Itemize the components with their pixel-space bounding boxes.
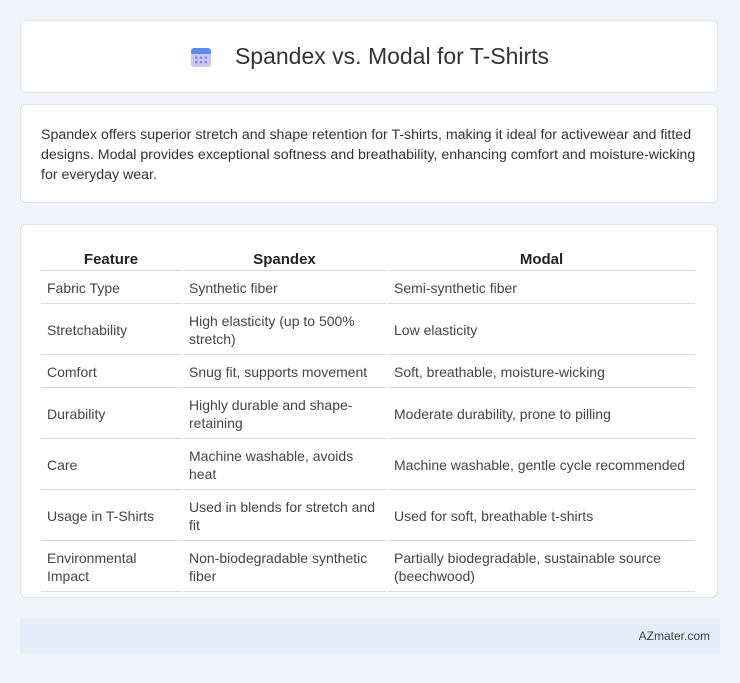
summary-card	[20, 104, 718, 203]
title-card	[20, 20, 718, 93]
feature-cell: Fabric Type	[41, 273, 181, 304]
comparison-card	[20, 224, 718, 598]
header-modal: Modal	[388, 247, 695, 271]
header-spandex: Spandex	[183, 247, 386, 271]
feature-cell: Stretchability	[41, 306, 181, 355]
footer-site-link[interactable]: AZmater.com	[638, 629, 710, 643]
table-row	[41, 306, 695, 355]
modal-cell: Low elasticity	[388, 306, 695, 355]
spandex-cell: Non-biodegradable synthetic fiber	[183, 543, 386, 592]
spandex-cell: Highly durable and shape-retaining	[183, 390, 386, 439]
modal-cell: Soft, breathable, moisture-wicking	[388, 357, 695, 388]
title-wrap	[189, 43, 549, 70]
table-row	[41, 441, 695, 490]
spandex-cell: High elasticity (up to 500% stretch)	[183, 306, 386, 355]
summary-text: Spandex offers superior stretch and shape retention for T-shirts, making it ideal for activewear and fitted designs. Modal provides exceptional softness and breathability, enhancing comfort and moisture-wicking for everyday wear.	[41, 127, 696, 183]
table-row	[41, 492, 695, 541]
modal-cell: Used for soft, breathable t-shirts	[388, 492, 695, 541]
modal-cell: Partially biodegradable, sustainable source (beechwood)	[388, 543, 695, 592]
header-feature: Feature	[41, 247, 181, 271]
page-title: Spandex vs. Modal for T-Shirts	[234, 43, 550, 69]
table-row	[41, 273, 695, 304]
feature-cell: Care	[41, 441, 181, 490]
table-header-row	[41, 247, 695, 271]
modal-cell: Moderate durability, prone to pilling	[388, 390, 695, 439]
feature-cell: Environmental Impact	[41, 543, 181, 592]
feature-cell: Comfort	[41, 357, 181, 388]
calendar-icon	[189, 45, 213, 69]
spandex-cell: Synthetic fiber	[183, 273, 386, 304]
table-row	[41, 357, 695, 388]
modal-cell: Machine washable, gentle cycle recommended	[388, 441, 695, 490]
spandex-cell: Snug fit, supports movement	[183, 357, 386, 388]
footer	[20, 619, 720, 653]
modal-cell: Semi-synthetic fiber	[388, 273, 695, 304]
feature-cell: Durability	[41, 390, 181, 439]
table-row	[41, 390, 695, 439]
table-row	[41, 543, 695, 592]
spandex-cell: Machine washable, avoids heat	[183, 441, 386, 490]
feature-cell: Usage in T-Shirts	[41, 492, 181, 541]
comparison-table	[39, 245, 697, 594]
spandex-cell: Used in blends for stretch and fit	[183, 492, 386, 541]
